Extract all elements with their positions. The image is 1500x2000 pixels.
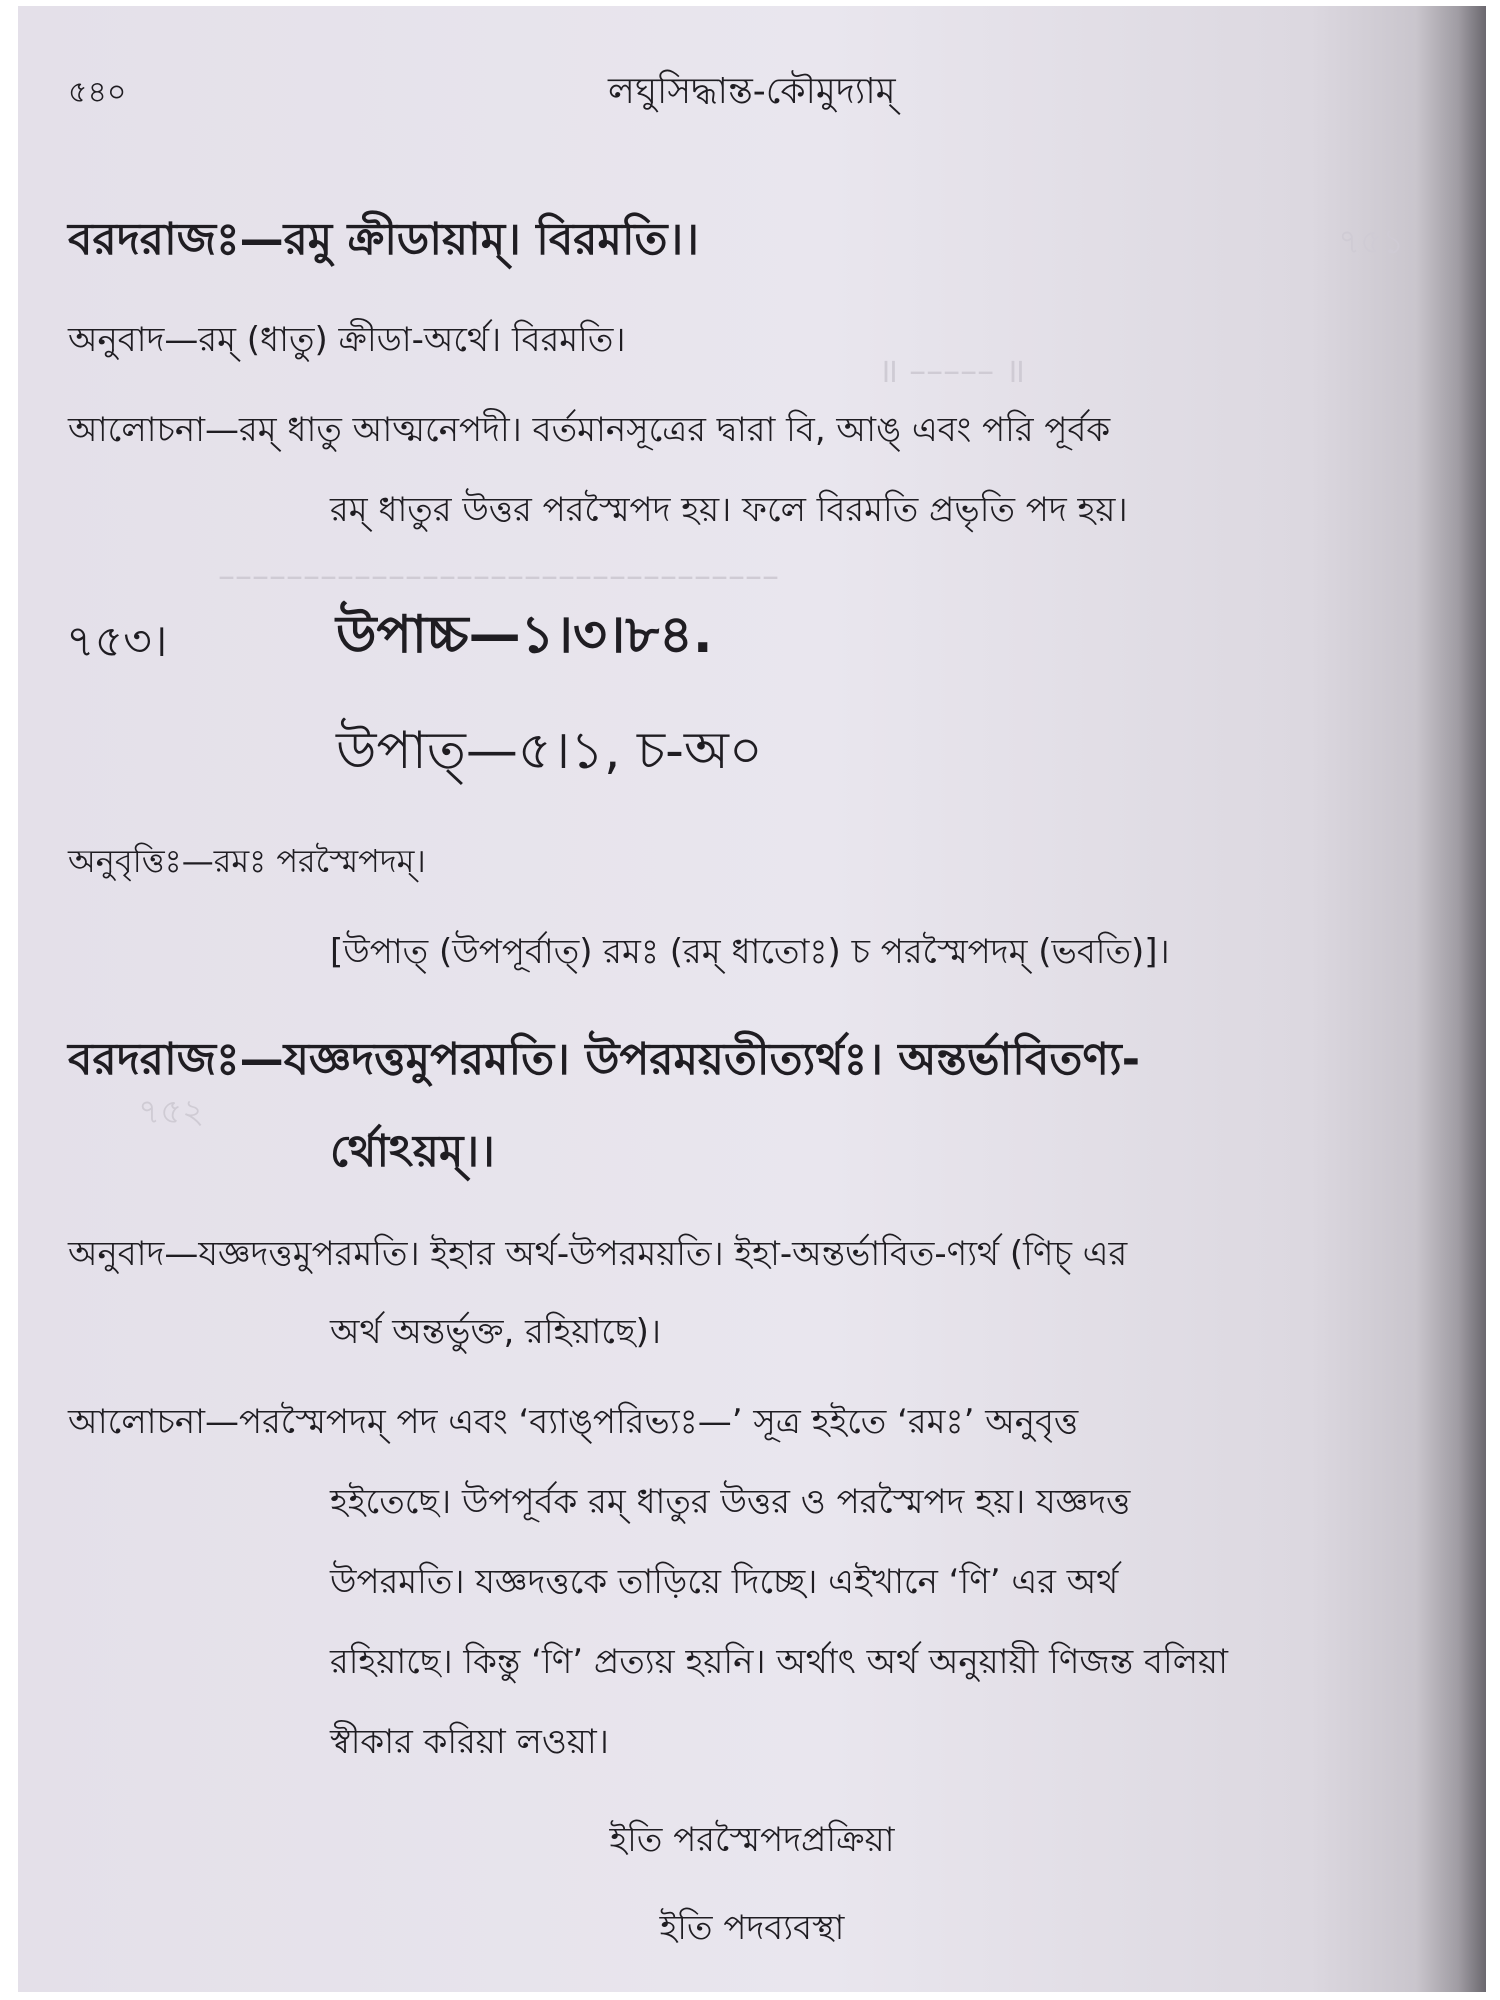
- sutra-text: উপাচ্চ—১।৩।৮৪.: [336, 605, 713, 665]
- alochana-discussion-2-line1: আলোচনা—পরস্মৈপদম্ পদ এবং ‘ব্যাঙ্পরিভ্যঃ—’ সূত্র হইতে ‘রমঃ’ অনুবৃত্ত: [68, 1402, 1079, 1442]
- alochana-discussion-2-line4: রহিয়াছে। কিন্তু ‘ণি’ প্রত্যয় হয়নি। অর্থাৎ অর্থ অনুয়ায়ী ণিজন্ত বলিয়া: [330, 1642, 1228, 1682]
- alochana-discussion-1-line1: আলোচনা—রম্ ধাতু আত্মনেপদী। বর্তমানসূত্রের দ্বারা বি, আঙ্ এবং পরি পূর্বক: [68, 410, 1111, 450]
- anuvritti-line: অনুবৃত্তিঃ—রমঃ পরস্মৈপদম্।: [68, 842, 426, 880]
- varadaraja-commentary-2-line1: বরদরাজঃ—যজ্ঞদত্তমুপরমতি। উপরময়তীত্যর্থঃ। অন্তর্ভাবিতণ্য-: [68, 1034, 1140, 1085]
- bleed-through-decoration: –––––––––––––––––––––––––––––––––: [218, 556, 779, 596]
- alochana-discussion-2-line5: স্বীকার করিয়া লওয়া।: [330, 1722, 609, 1762]
- alochana-discussion-1-line2: রম্ ধাতুর উত্তর পরস্মৈপদ হয়। ফলে বিরমতি প্রভৃতি পদ হয়।: [330, 490, 1128, 530]
- page-number: ৫৪০: [68, 75, 127, 110]
- bleed-through-decoration: ॥ ––––– ॥: [878, 351, 1026, 391]
- alochana-discussion-2-line2: হইতেছে। উপপূর্বক রম্ ধাতুর উত্তর ও পরস্মৈপদ হয়। যজ্ঞদত্ত: [330, 1482, 1131, 1522]
- alochana-discussion-2-line3: উপরমতি। যজ্ঞদত্তকে তাড়িয়ে দিচ্ছে। এইখানে ‘ণি’ এর অর্থ: [330, 1562, 1119, 1602]
- sutra-number: ৭৫৩।: [66, 616, 168, 667]
- varadaraja-commentary-1: বরদরাজঃ—রমু ক্রীডায়াম্। বিরমতি।।: [68, 214, 700, 265]
- anuvada-translation-2-line2: অর্থ অন্তর্ভুক্ত, রহিয়াছে)।: [330, 1312, 661, 1352]
- bleed-through-decoration: ৭৫১: [1338, 222, 1405, 262]
- book-page: [18, 6, 1486, 1992]
- running-title: লঘুসিদ্ধান্ত-কৌমুদ্যাম্: [608, 71, 896, 112]
- varadaraja-commentary-2-line2: র্থোঽয়ম্।।: [330, 1126, 495, 1177]
- closing-line-2: ইতি পদব্যবস্থা: [659, 1908, 845, 1948]
- anuvada-translation-1: অনুবাদ—রম্ (ধাতু) ক্রীডা-অর্থে। বিরমতি।: [68, 320, 626, 360]
- anuvada-translation-2-line1: অনুবাদ—যজ্ঞদত্তমুপরমতি। ইহার অর্থ-উপরময়তি। ইহা-অন্তর্ভাবিত-ণ্যর্থ (ণিচ্ এর: [68, 1234, 1128, 1274]
- sutra-padas: উপাত্—৫।১, চ-অ০: [336, 721, 763, 781]
- vigraha-line: [উপাত্ (উপপূর্বাত্) রমঃ (রম্ ধাতোঃ) চ পরস্মৈপদম্ (ভবতি)]।: [330, 932, 1170, 972]
- binding-shadow: [1416, 6, 1486, 1992]
- closing-line-1: ইতি পরস্মৈপদপ্রক্রিয়া: [609, 1820, 895, 1860]
- bleed-through-decoration: ৭৫২: [138, 1092, 205, 1132]
